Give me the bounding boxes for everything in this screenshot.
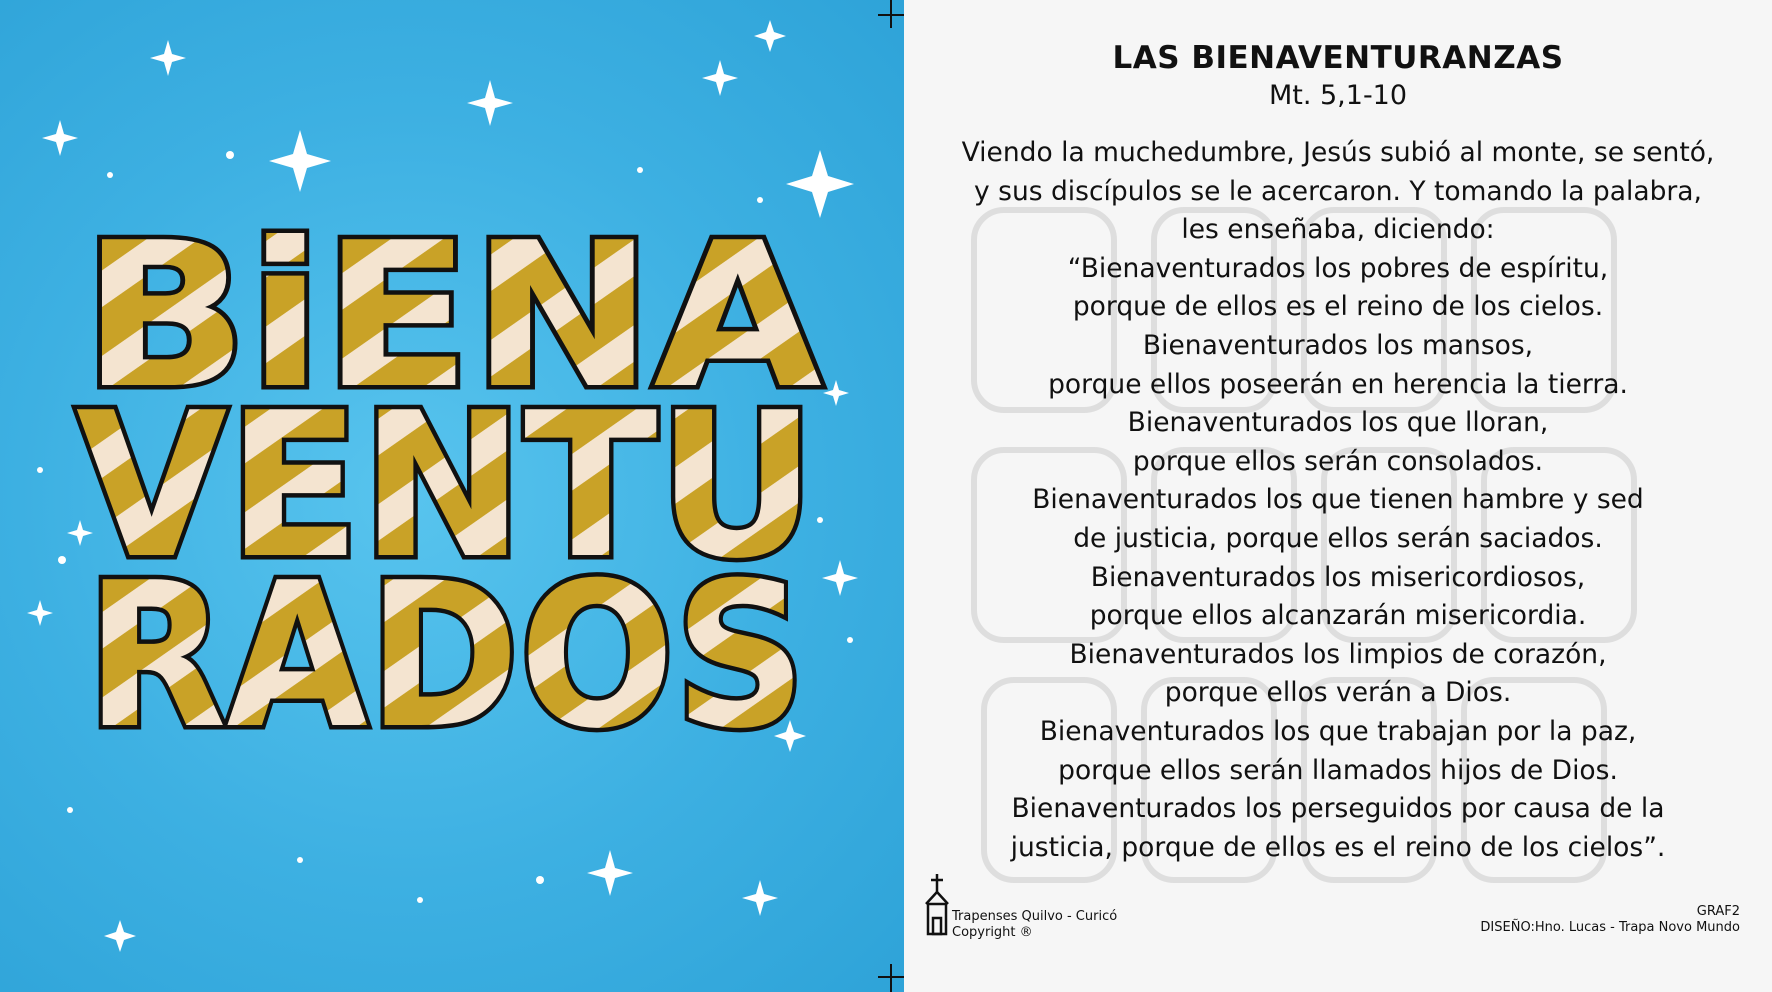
- text-line: porque ellos alcanzarán misericordia.: [1089, 600, 1587, 632]
- copyright-notice: Copyright ®: [952, 925, 1033, 940]
- text-line: Viendo la muchedumbre, Jesús subió al monte, se sentó,: [961, 137, 1715, 168]
- lettering-lines: [76, 200, 822, 773]
- text-line: porque ellos poseerán en herencia la tierra.: [1048, 368, 1628, 400]
- chapel-logo-icon: [922, 874, 952, 938]
- designer-credit: DISEÑO:Hno. Lucas - Trapa Novo Mundo: [1480, 920, 1740, 935]
- text-line: Bienaventurados los misericordiosos,: [1090, 561, 1586, 593]
- bible-reference: Mt. 5,1-10: [1268, 80, 1408, 111]
- text-line: porque ellos serán llamados hijos de Dios.: [1058, 754, 1618, 786]
- text-line: Bienaventurados los perseguidos por causa de la: [1011, 793, 1665, 825]
- beatitudes-text: [924, 134, 1752, 867]
- text-line: Bienaventurados los limpios de corazón,: [1069, 638, 1607, 670]
- design-credit: [1480, 904, 1740, 936]
- text-line: Bienaventurados los mansos,: [1142, 329, 1534, 361]
- text-line: porque ellos verán a Dios.: [1164, 677, 1512, 709]
- text-line: les enseñaba, diciendo:: [1181, 214, 1495, 246]
- text-line: de justicia, porque ellos serán saciados.: [1073, 522, 1603, 554]
- text-line: “Bienaventurados los pobres de espíritu,: [1067, 252, 1609, 284]
- text-line: porque de ellos es el reino de los cielos.: [1072, 291, 1604, 323]
- text-line: Bienaventurados los que lloran,: [1127, 407, 1549, 439]
- publisher-credit: [952, 909, 1117, 941]
- crop-mark: [890, 964, 892, 992]
- lettering-line-2: VENTU: [76, 370, 816, 603]
- beatitudes-card: [904, 0, 1772, 992]
- text-line: Bienaventurados los que trabajan por la paz,: [1039, 715, 1637, 747]
- text-line: porque ellos serán consolados.: [1132, 445, 1544, 477]
- crop-mark: [878, 14, 904, 16]
- lettering-line-3: RADOS: [86, 540, 806, 773]
- card-title: LAS BIENAVENTURANZAS: [1112, 40, 1564, 76]
- publisher-name: Trapenses Quilvo - Curicó: [952, 909, 1118, 924]
- lettering-line-1: BiENA: [82, 200, 822, 433]
- text-line: Bienaventurados los que tienen hambre y sed: [1032, 484, 1644, 516]
- product-code: GRAF2: [1696, 904, 1740, 919]
- crop-mark: [878, 976, 904, 978]
- text-line: justicia, porque de ellos es el reino de los cielos”.: [1010, 831, 1666, 863]
- text-line: y sus discípulos se le acercaron. Y tomando la palabra,: [974, 175, 1702, 207]
